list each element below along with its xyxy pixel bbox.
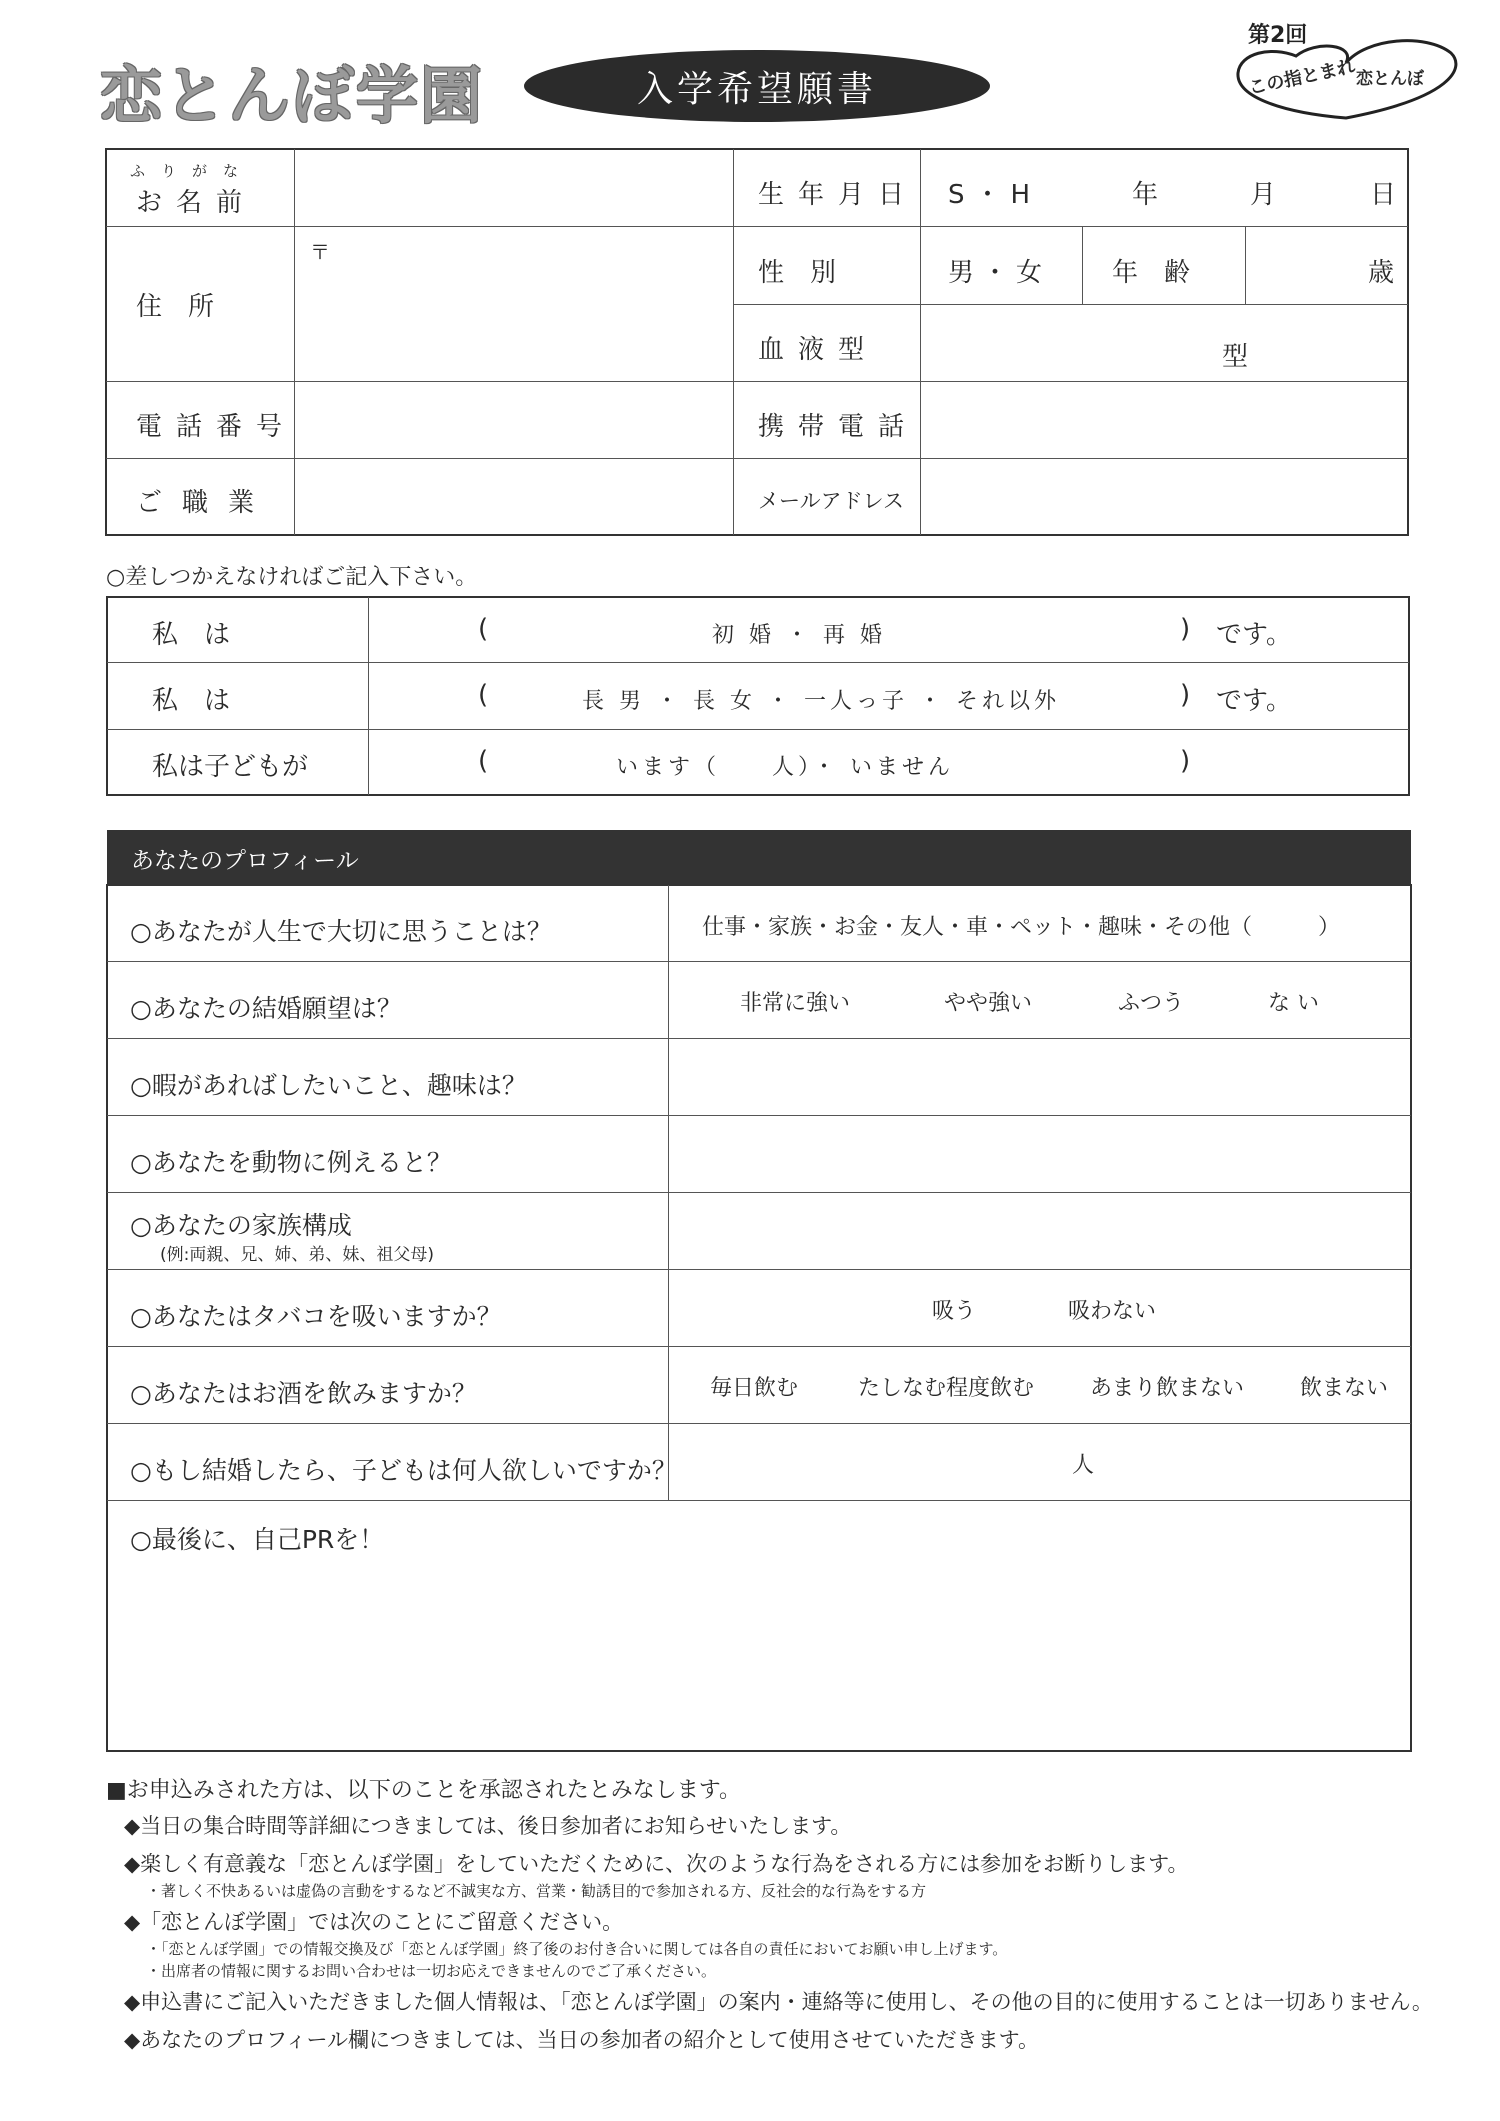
desire-option-somewhat[interactable]: やや強い [944,991,1033,1016]
address-field[interactable] [296,228,732,380]
open-paren: ( [478,680,489,710]
event-badge [1226,18,1466,128]
family-field[interactable] [670,1194,1410,1268]
close-paren: ) [1180,746,1191,776]
birth-era-options[interactable]: S・H [948,180,1041,210]
desire-option-very-strong[interactable]: 非常に強い [740,991,851,1016]
blood-type-label: 血液型 [758,335,879,365]
day-unit: 日 [1370,180,1397,210]
question-self-pr: ○最後に、自己PRを！ [130,1525,385,1554]
open-paren: ( [478,746,489,776]
terms-item: ◆「恋とんぼ学園」では次のことにご留意ください。 [124,1910,624,1934]
question-smoking: ○あなたはタバコを吸いますか？ [130,1302,502,1331]
terms-item: ◆あなたのプロフィール欄につきましては、当日の参加者の紹介として使用させていただきます。 [124,2028,1039,2052]
mobile-field[interactable] [922,383,1406,457]
desire-option-none[interactable]: な い [1268,991,1319,1016]
terms-item: ◆申込書にご記入いただきました個人情報は、「恋とんぼ学園」の案内・連絡等に使用し、その他の目的に使用することは一切ありません。 [124,1990,1433,2014]
question-children-wanted: ○もし結婚したら、子どもは何人欲しいですか？ [130,1456,677,1485]
question-values: ○あなたが人生で大切に思うことは？ [130,917,552,946]
terms-intro: ■お申込みされた方は、以下のことを承認されたとみなします。 [106,1778,742,1803]
marriage-options[interactable]: 初 婚 ・ 再 婚 [712,623,886,648]
name-label: お名前 [136,188,257,218]
year-unit: 年 [1132,180,1159,210]
terms-subitem: ・著しく不快あるいは虚偽の言動をするなど不誠実な方、営業・勧誘目的で参加される方、反社会的な行為をする方 [146,1882,927,1900]
phone-field[interactable] [296,383,732,457]
drinking-option-rarely[interactable]: あまり飲まない [1090,1376,1245,1401]
children-options[interactable]: います（ 人）・ いません [616,755,954,780]
status-label: 私 は [152,686,231,716]
open-paren: ( [478,614,489,644]
form-title: 入学希望願書 [524,50,990,122]
age-unit: 歳 [1368,258,1395,288]
drinking-option-never[interactable]: 飲まない [1300,1376,1389,1401]
school-logo: 恋とんぼ学園 [100,59,485,132]
optional-note: ○差しつかえなければご記入下さい。 [106,565,478,590]
phone-label: 電話番号 [136,412,297,442]
gender-label: 性 別 [758,258,837,288]
badge-brand: 恋とんぼ [1356,69,1424,89]
smoking-option-no[interactable]: 吸わない [1068,1299,1157,1324]
blood-type-unit: 型 [1222,342,1249,372]
badge-edition: 第2回 [1248,23,1308,48]
sibling-options[interactable]: 長 男 ・ 長 女 ・ 一人っ子 ・ それ以外 [582,689,1060,714]
age-label: 年齢 [1112,258,1217,288]
name-field[interactable] [296,150,732,225]
mobile-label: 携帯電話 [758,412,919,442]
status-label: 私 は [152,620,231,650]
drinking-option-moderate[interactable]: たしなむ程度飲む [858,1376,1035,1401]
status-suffix: です。 [1216,620,1292,650]
badge-slogan: この指とまれ [1246,56,1357,100]
family-example: (例:両親、兄、姉、弟、妹、祖父母) [160,1245,434,1265]
smoking-option-yes[interactable]: 吸う [932,1299,977,1324]
birthdate-label: 生年月日 [758,180,919,210]
status-label: 私は子どもが [152,752,309,782]
animal-field[interactable] [670,1117,1410,1191]
occupation-label: ご職業 [136,488,275,518]
desire-option-normal[interactable]: ふつう [1118,991,1185,1016]
children-unit: 人 [1072,1453,1095,1478]
drinking-option-daily[interactable]: 毎日飲む [710,1376,799,1401]
terms-subitem: ・出席者の情報に関するお問い合わせは一切お応えできませんのでご了承ください。 [146,1962,717,1980]
email-label: メールアドレス [758,489,904,513]
question-drinking: ○あなたはお酒を飲みますか？ [130,1379,477,1408]
status-suffix: です。 [1216,686,1292,716]
question-animal: ○あなたを動物に例えると？ [130,1148,452,1177]
close-paren: ) [1180,614,1191,644]
question-family: ○あなたの家族構成 [130,1211,352,1240]
postal-mark: 〒 [310,240,330,264]
hobbies-field[interactable] [670,1040,1410,1114]
email-field[interactable] [922,460,1406,534]
gender-options[interactable]: 男・女 [948,258,1051,288]
address-label: 住 所 [136,292,215,322]
terms-subitem: ・「恋とんぼ学園」での情報交換及び「恋とんぼ学園」終了後のお付き合いに関しては各自の責任においてお願い申し上げます。 [146,1940,1008,1958]
terms-item: ◆当日の集合時間等詳細につきましては、後日参加者にお知らせいたします。 [124,1814,852,1838]
occupation-field[interactable] [296,460,732,534]
profile-header: あなたのプロフィール [107,830,1411,886]
furigana-label: ふりがな [130,162,255,180]
month-unit: 月 [1250,180,1277,210]
self-pr-field[interactable] [108,1560,1410,1750]
close-paren: ) [1180,680,1191,710]
terms-item: ◆楽しく有意義な「恋とんぼ学園」をしていただくために、次のような行為をされる方には参加をお断りします。 [124,1852,1189,1876]
values-options[interactable]: 仕事・家族・お金・友人・車・ペット・趣味・その他（ ） [702,915,1341,940]
question-marriage-desire: ○あなたの結婚願望は？ [130,994,402,1023]
question-hobbies: ○暇があればしたいこと、趣味は？ [130,1071,527,1100]
